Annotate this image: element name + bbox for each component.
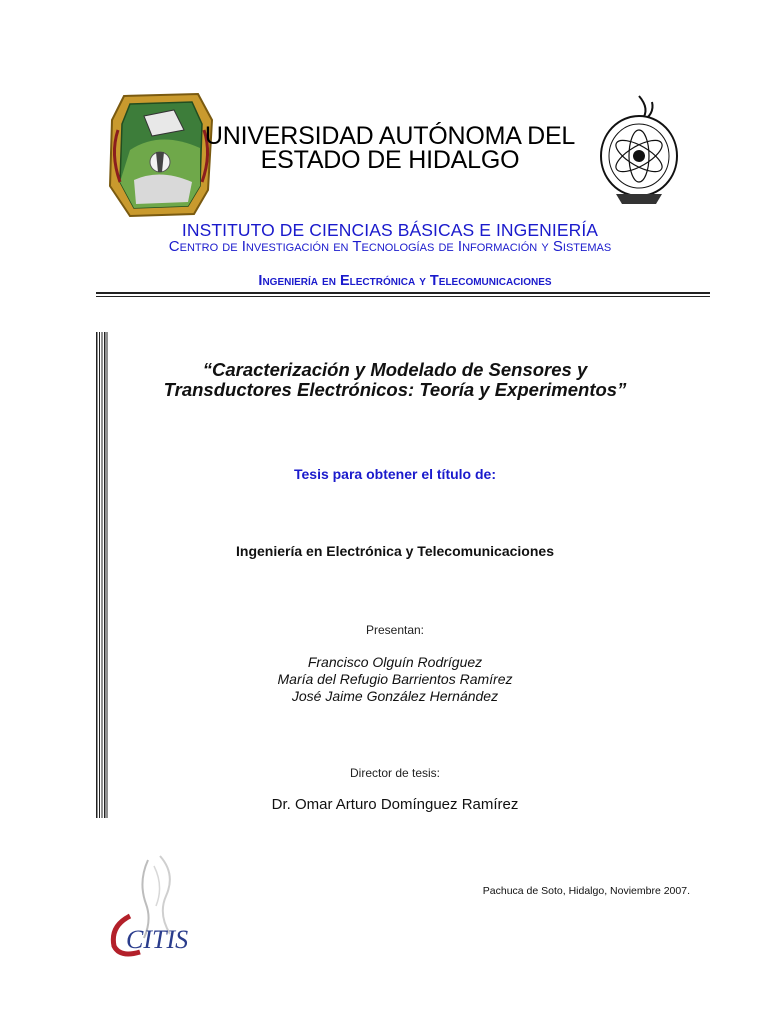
thesis-purpose-label: Tesis para obtener el título de: [293,466,496,482]
place-and-date: Pachuca de Soto, Hidalgo, Noviembre 2007. [482,885,690,897]
authors-list [120,654,670,705]
presenters-label: Presentan: [365,623,425,637]
institute-title: INSTITUTO DE CIENCIAS BÁSICAS E INGENIERÍA [181,220,599,240]
author-name: Francisco Olguín Rodríguez [307,654,483,670]
author-name: José Jaime González Hernández [291,688,499,704]
university-title-line2: ESTADO DE HIDALGO [260,146,520,174]
degree-name: Ingeniería en Electrónica y Telecomunicaciones [236,543,554,559]
thesis-title-line2: Transductores Electrónicos: Teoría y Experimentos” [163,379,627,400]
university-title-line1: UNIVERSIDAD AUTÓNOMA DEL [204,122,576,150]
center-name: Centro de Investigación en Tecnologías de Información y Sistemas [168,238,612,255]
header-divider [96,292,710,297]
institute-seal-icon [596,94,682,206]
citis-logo-text: CITIS [126,925,189,954]
director-name: Dr. Omar Arturo Domínguez Ramírez [271,796,519,813]
university-title [190,124,590,172]
program-name: Ingeniería en Electrónica y Telecomunicaciones [258,273,552,289]
author-name: María del Refugio Barrientos Ramírez [277,671,513,687]
thesis-title-line1: “Caracterización y Modelado de Sensores y [202,359,588,380]
vertical-rule-bars [96,332,108,818]
citis-logo-icon [100,852,210,962]
thesis-title [110,360,680,400]
director-label: Director de tesis: [349,766,441,780]
